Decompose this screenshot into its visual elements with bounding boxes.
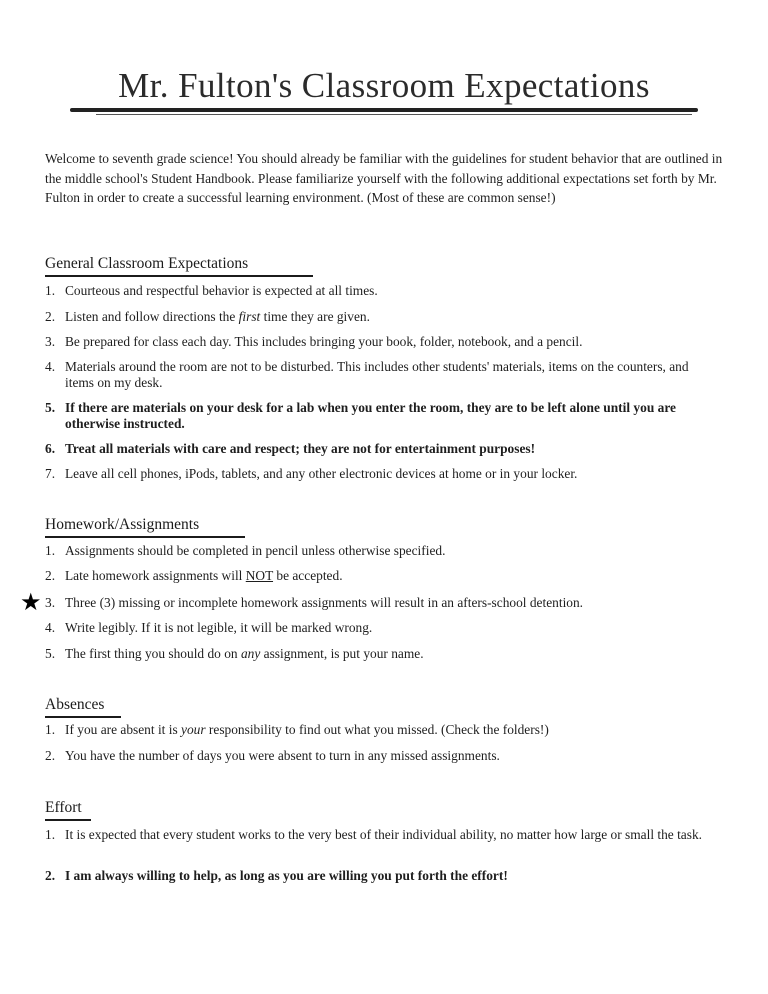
item-text: I am always willing to help, as long as you are willing you put forth the effort! (65, 868, 508, 883)
section-underline-homework (45, 536, 245, 538)
item-number: 3. (45, 334, 56, 349)
item-number: 1. (45, 283, 56, 298)
star-icon: ★ (20, 588, 42, 616)
item-number: 5. (45, 400, 56, 415)
item-text: Write legibly. If it is not legible, it will be marked wrong. (65, 620, 373, 635)
item-text: Courteous and respectful behavior is expected at all times. (65, 283, 378, 298)
item-number: 7. (45, 466, 56, 481)
section-heading-effort: Effort (45, 799, 82, 816)
title-underline-thin (96, 114, 692, 115)
title-underline (70, 108, 698, 112)
item-number: 2. (45, 309, 56, 324)
section-underline-absences (45, 716, 121, 718)
item-text: Late homework assignments will NOT be accepted. (65, 568, 343, 583)
item-text: It is expected that every student works to the very best of their individual ability, no matter how large or small the task. (65, 827, 703, 842)
item-number: 2. (45, 568, 56, 583)
item-text: Leave all cell phones, iPods, tablets, and any other electronic devices at home or in your locker. (65, 466, 578, 481)
intro-paragraph: Welcome to seventh grade science! You should already be familiar with the guidelines for student behavior that are outlined in the middle school's Student Handbook. Please familiarize yourself with the following additional expectations set forth by Mr. Fulton in order to create a successful learning environment. (Most of these are common sense!) (45, 151, 723, 205)
item-number: 4. (45, 359, 56, 374)
item-number: 1. (45, 543, 56, 558)
item-text: You have the number of days you were absent to turn in any missed assignments. (65, 748, 500, 763)
item-text: Be prepared for class each day. This includes bringing your book, folder, notebook, and a pencil. (65, 334, 583, 349)
item-number: 1. (45, 722, 56, 737)
item-text: Listen and follow directions the first time they are given. (65, 309, 370, 324)
item-number: 3. (45, 595, 56, 610)
item-text: Materials around the room are not to be disturbed. This includes other students' materials, items on the counters, and items on my desk. (65, 359, 689, 390)
item-text: Three (3) missing or incomplete homework assignments will result in an afters-school detention. (65, 595, 584, 610)
item-text: Treat all materials with care and respect; they are not for entertainment purposes! (65, 441, 536, 456)
item-number: 2. (45, 868, 56, 883)
section-heading-general: General Classroom Expectations (45, 255, 249, 272)
item-number: 6. (45, 441, 56, 456)
item-number: 1. (45, 827, 56, 842)
section-heading-absences: Absences (45, 696, 105, 713)
item-number: 5. (45, 646, 56, 661)
page-title: Mr. Fulton's Classroom Expectations (118, 66, 650, 105)
item-text: If you are absent it is your responsibility to find out what you missed. (Check the folders!) (65, 722, 549, 737)
section-underline-general (45, 275, 313, 277)
section-underline-effort (45, 819, 91, 821)
section-heading-homework: Homework/Assignments (45, 516, 200, 533)
item-text: Assignments should be completed in pencil unless otherwise specified. (65, 543, 446, 558)
item-text: The first thing you should do on any assignment, is put your name. (65, 646, 424, 661)
item-number: 4. (45, 620, 56, 635)
item-text: If there are materials on your desk for a lab when you enter the room, they are to be left alone until you are otherwise instructed. (65, 400, 676, 431)
item-number: 2. (45, 748, 56, 763)
